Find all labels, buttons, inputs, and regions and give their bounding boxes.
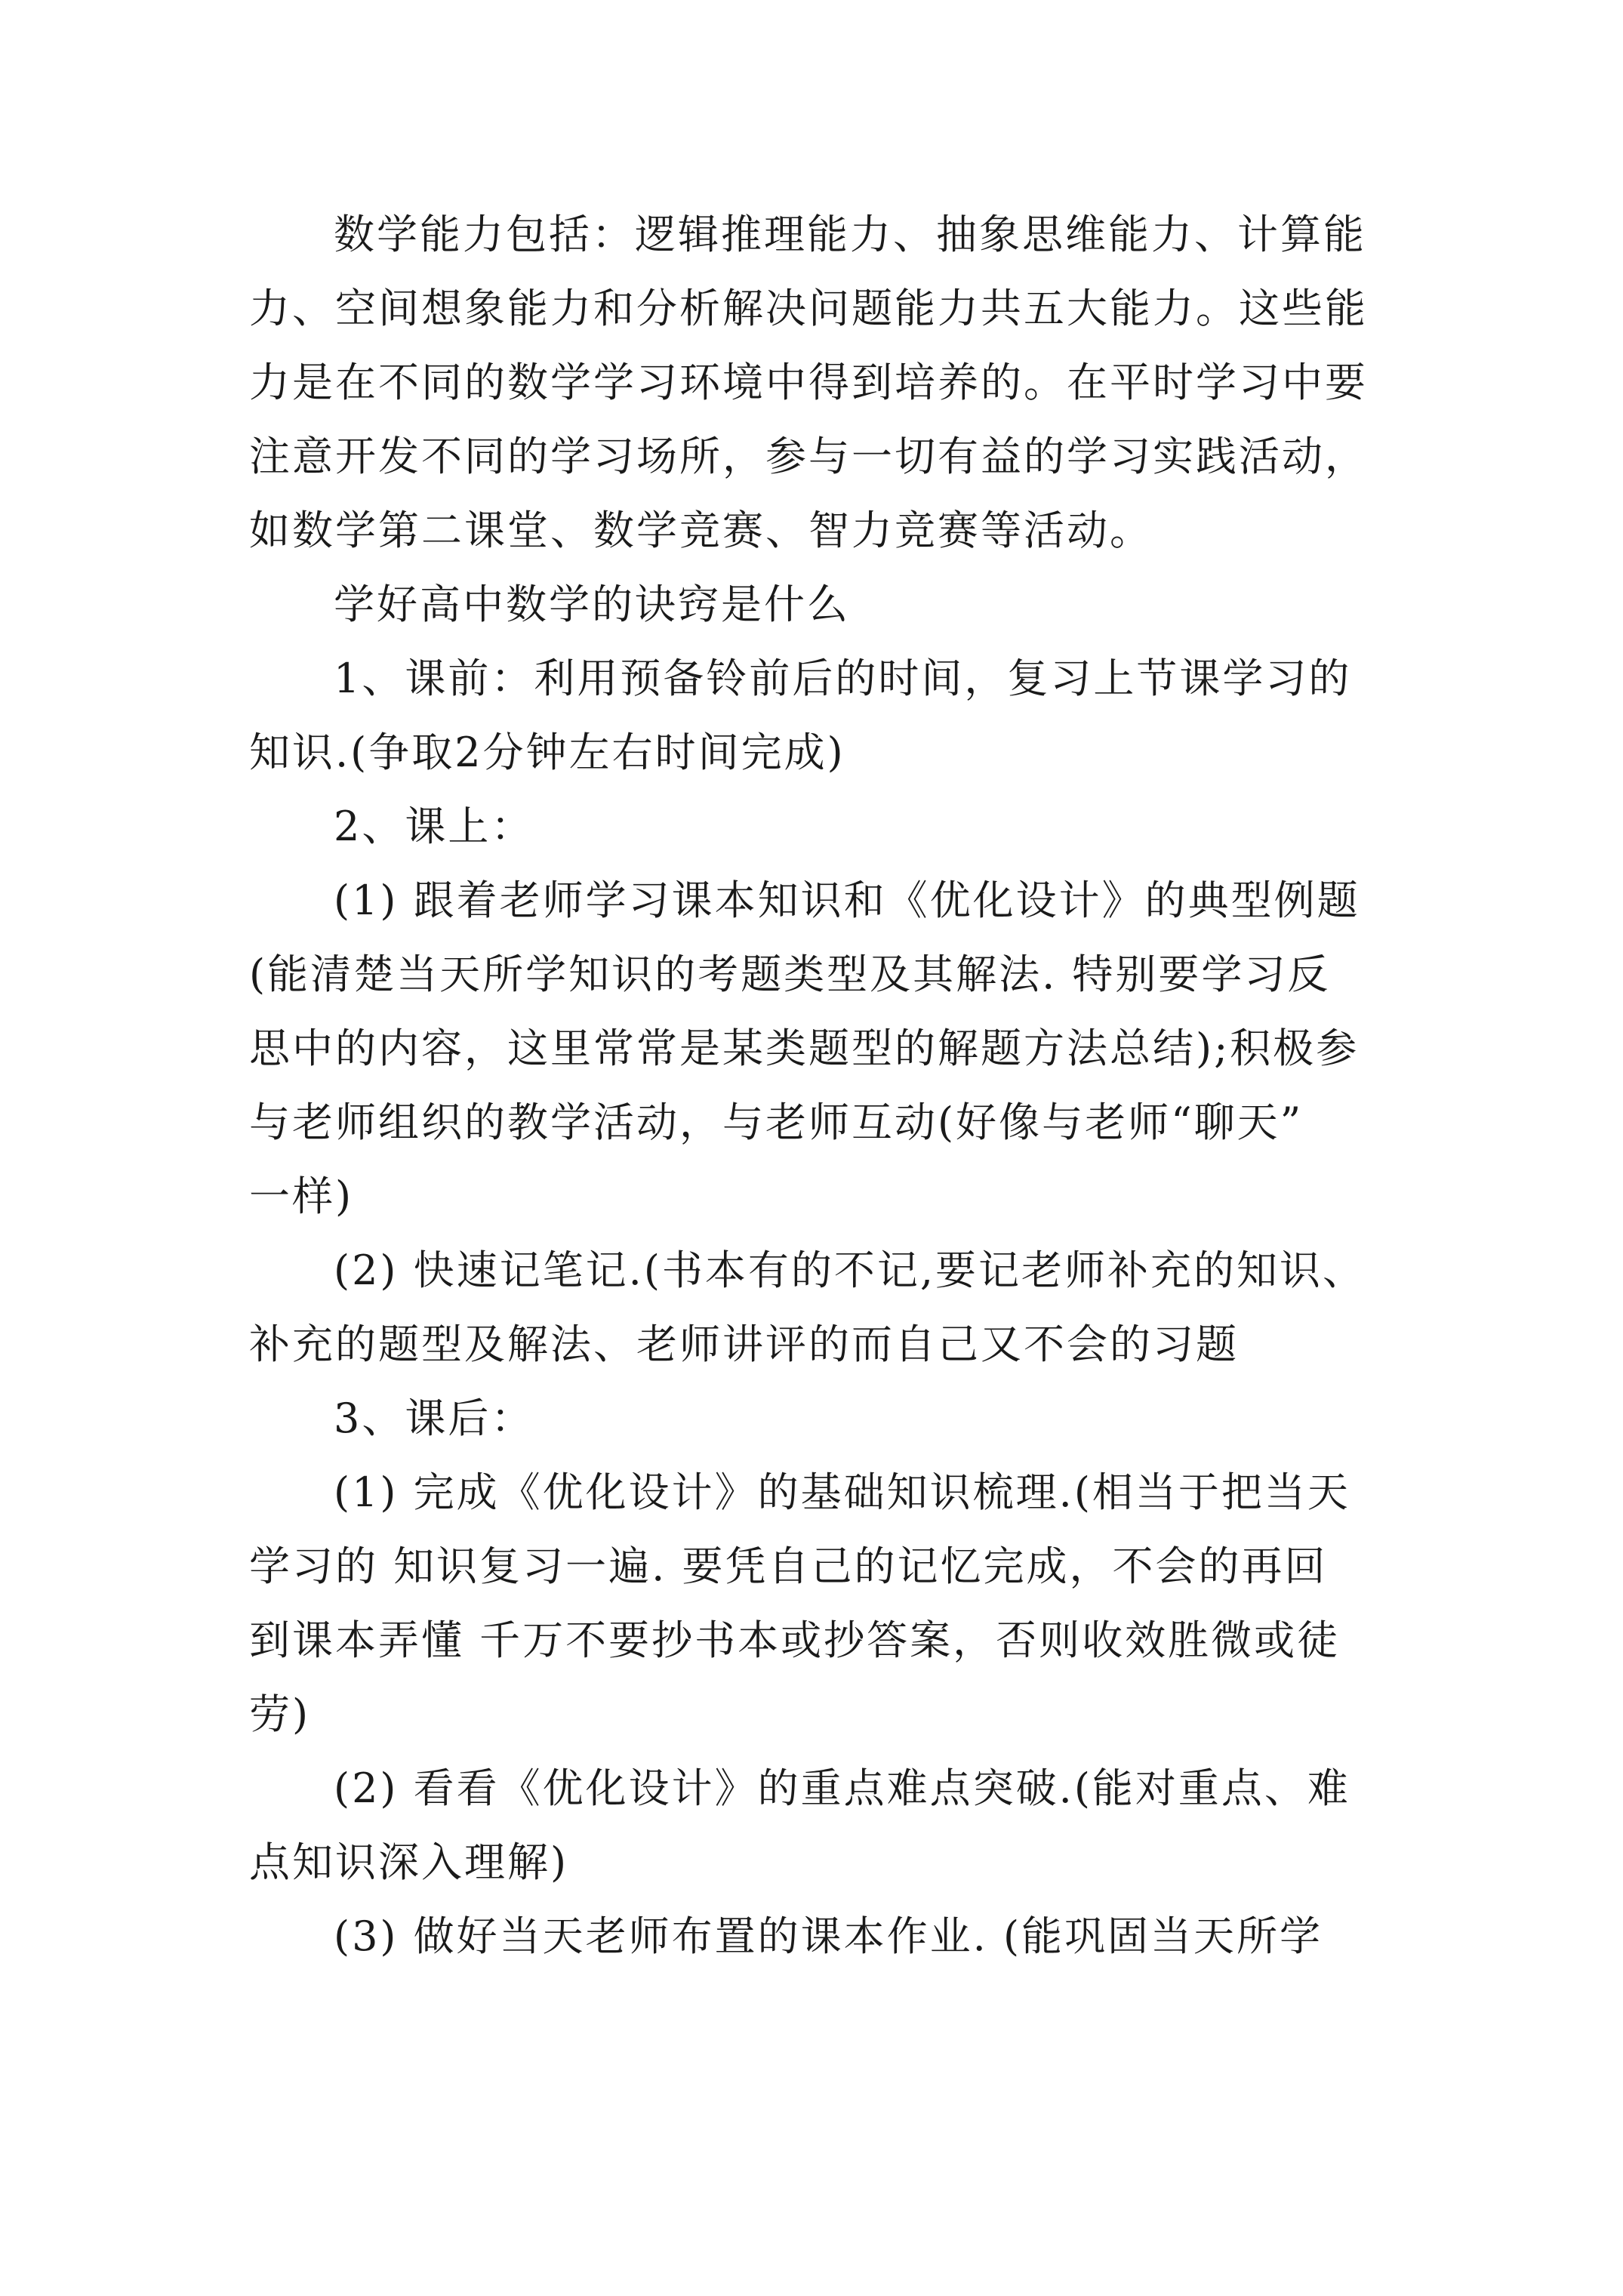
paragraph-line: (1) 跟着老师学习课本知识和《优化设计》的典型例题 (334, 877, 1360, 924)
paragraph-line: 数学能力包括：逻辑推理能力、抽象思维能力、计算能 (334, 211, 1366, 258)
paragraph-line: (2) 快速记笔记.(书本有的不记,要记老师补充的知识、 (334, 1247, 1366, 1294)
section-heading: 学好高中数学的诀窍是什么 (334, 581, 850, 628)
paragraph-line: 思中的内容，这里常常是某类题型的解题方法总结);积极参 (249, 1025, 1360, 1072)
paragraph-line: (3) 做好当天老师布置的课本作业. (能巩固当天所学 (334, 1912, 1323, 1960)
paragraph-line: 到课本弄懂 千万不要抄书本或抄答案，否则收效胜微或徒 (249, 1616, 1341, 1664)
paragraph-line: 力、空间想象能力和分析解决问题能力共五大能力。这些能 (249, 285, 1368, 332)
paragraph-line: 1、课前：利用预备铃前后的时间，复习上节课学习的 (334, 655, 1352, 702)
paragraph-line: 知识.(争取2分钟左右时间完成) (249, 729, 845, 776)
paragraph-line: 力是在不同的数学学习环境中得到培养的。在平时学习中要 (249, 359, 1368, 406)
paragraph-line: 如数学第二课堂、数学竞赛、智力竞赛等活动。 (249, 507, 1153, 554)
document-body (249, 198, 1397, 1974)
paragraph-line: 劳) (249, 1690, 311, 1738)
paragraph-line: 注意开发不同的学习场所，参与一切有益的学习实践活动， (249, 433, 1368, 480)
paragraph-line: (2) 看看《优化设计》的重点难点突破.(能对重点、难 (334, 1764, 1350, 1812)
paragraph-line: 点知识深入理解) (249, 1838, 569, 1886)
paragraph-line: 2、课上： (334, 803, 534, 850)
paragraph-line: (1) 完成《优化设计》的基础知识梳理.(相当于把当天 (334, 1469, 1350, 1516)
paragraph-line: 补充的题型及解法、老师讲评的而自己又不会的习题 (249, 1321, 1239, 1368)
paragraph-line: 学习的 知识复习一遍. 要凭自己的记忆完成，不会的再回 (249, 1542, 1328, 1590)
paragraph-line: 与老师组织的教学活动，与老师互动(好像与老师“聊天” (249, 1099, 1304, 1146)
paragraph-line: 一样) (249, 1173, 354, 1220)
paragraph-line: 3、课后： (334, 1395, 534, 1442)
paragraph-line: (能清楚当天所学知识的考题类型及其解法. 特别要学习反 (249, 951, 1331, 998)
